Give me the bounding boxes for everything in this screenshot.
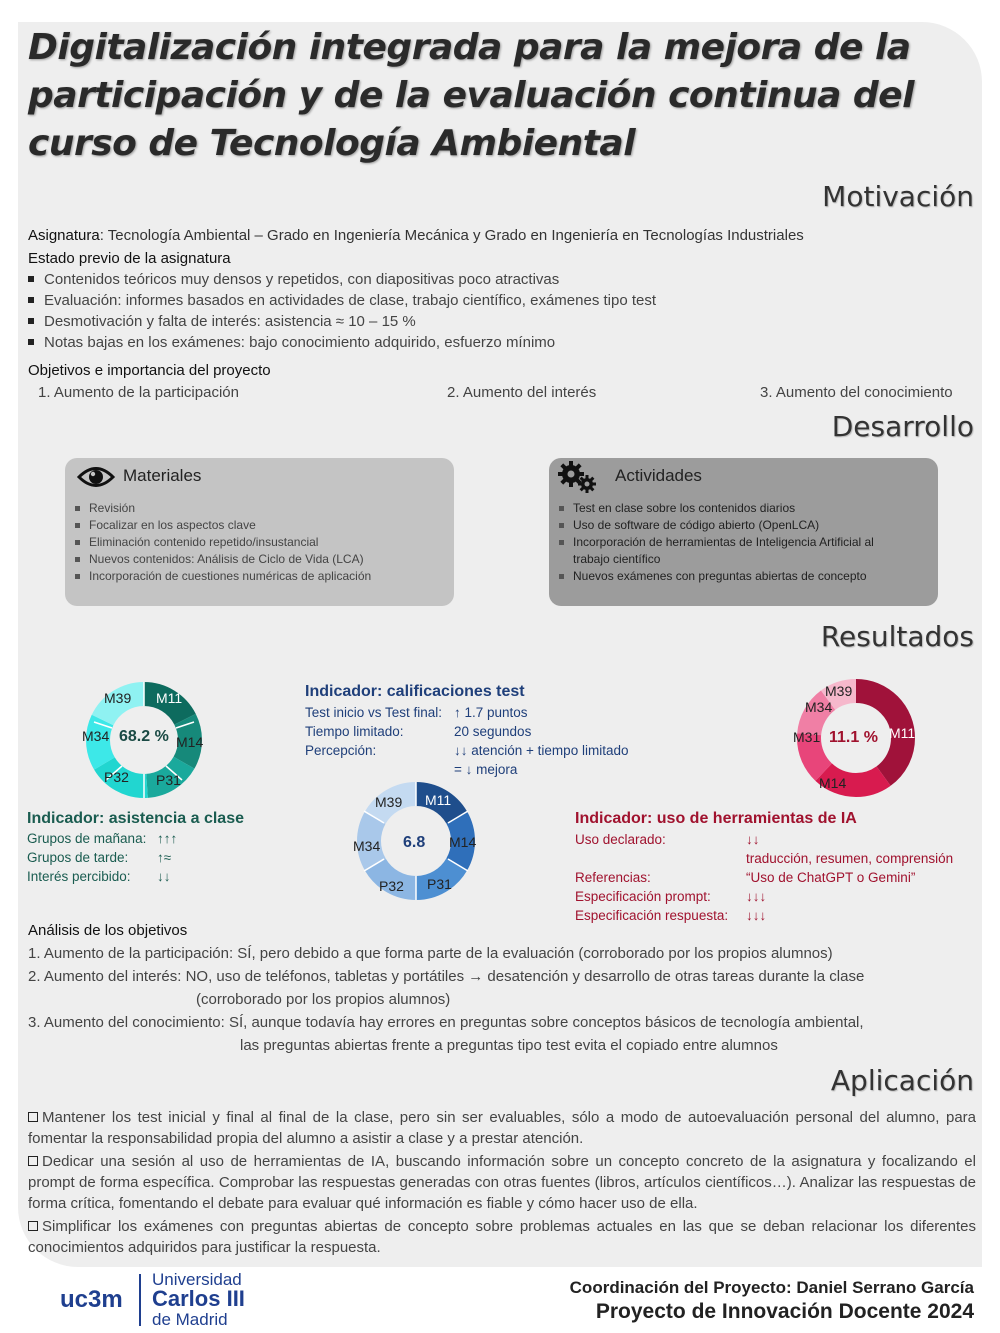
ind-test-title: Indicador: calificaciones test — [305, 683, 525, 700]
list-item: Focalizar en los aspectos clave — [75, 517, 435, 534]
coordinacion: Coordinación del Proyecto: Daniel Serrano García — [569, 1278, 974, 1297]
ind-ia-value: ↓↓ — [746, 832, 760, 847]
ind-test-value: 20 segundos — [454, 724, 532, 739]
ind-test-label: Tiempo limitado: — [305, 724, 404, 739]
section-resultados: Resultados — [820, 620, 974, 653]
ind-asistencia-label: Interés percibido: — [27, 869, 131, 884]
list-item: Nuevos exámenes con preguntas abiertas de concepto — [559, 568, 909, 585]
objetivo-1: 1. Aumento de la participación — [38, 384, 239, 401]
actividades-list — [559, 500, 909, 585]
ind-ia-value: traducción, resumen, comprensión — [746, 851, 954, 866]
logo-line3: de Madrid — [152, 1310, 228, 1329]
ind-ia-value: “Uso de ChatGPT o Gemini” — [746, 870, 916, 885]
list-item: Eliminación contenido repetido/insustancial — [75, 534, 435, 551]
objetivo-3: 3. Aumento del conocimiento — [760, 384, 953, 401]
donut-asistencia-center: 68.2 % — [119, 728, 169, 745]
donut-label: M14 — [819, 775, 847, 791]
ind-asistencia-value: ↑↑↑ — [157, 831, 178, 846]
ind-test-value: ↑ 1.7 puntos — [454, 705, 528, 720]
analisis-line: 1. Aumento de la participación: SÍ, pero debido a que forma parte de la evaluación (corroborado por los propios alumnos) — [28, 945, 833, 962]
donut-label: M11 — [425, 792, 452, 808]
ind-test-value: ↓↓ atención + tiempo limitado — [454, 743, 629, 758]
ind-asistencia-label: Grupos de tarde: — [27, 850, 129, 865]
list-item: Incorporación de cuestiones numéricas de aplicación — [75, 568, 435, 585]
estado-item: Desmotivación y falta de interés: asistencia ≈ 10 – 15 % — [28, 313, 416, 330]
eye-icon — [77, 462, 115, 492]
section-desarrollo: Desarrollo — [831, 410, 974, 443]
analisis-title: Análisis de los objetivos — [28, 922, 188, 939]
donut-ia-center: 11.1 % — [829, 729, 878, 746]
donut-label: P32 — [379, 878, 404, 894]
logo-line2: Carlos III — [152, 1286, 245, 1311]
ind-asistencia-label: Grupos de mañana: — [27, 831, 147, 846]
asignatura-text: : Tecnología Ambiental – Grado en Ingeniería Mecánica y Grado en Ingeniería en Tecnologías Industriales — [99, 227, 804, 244]
section-aplicacion: Aplicación — [830, 1064, 974, 1097]
donut-test — [355, 780, 477, 902]
list-item: Incorporación de herramientas de Inteligencia Artificial al trabajo científico — [559, 534, 909, 568]
materiales-title: Materiales — [123, 466, 202, 485]
ind-ia-label: Uso declarado: — [575, 832, 666, 847]
ind-test-label: Test inicio vs Test final: — [305, 705, 443, 720]
uc3m-logo — [60, 1270, 280, 1330]
donut-label: P32 — [104, 769, 129, 785]
estado-item: Evaluación: informes basados en actividades de clase, trabajo científico, exámenes tipo test — [28, 292, 656, 309]
donut-ia — [795, 677, 917, 799]
donut-label: M14 — [176, 734, 204, 750]
proyecto: Proyecto de Innovación Docente 2024 — [595, 1300, 974, 1323]
poster-title: Digitalización integrada para la mejora de la participación y de la evaluación continua del curso de Tecnología Ambiental — [28, 27, 914, 164]
ind-ia-label: Referencias: — [575, 870, 651, 885]
objetivos-title: Objetivos e importancia del proyecto — [28, 362, 271, 379]
donut-label: M39 — [375, 794, 403, 810]
list-item: Uso de software de código abierto (OpenLCA) — [559, 517, 909, 534]
ind-ia-value: ↓↓↓ — [746, 908, 767, 923]
logo-line1: Universidad — [152, 1270, 242, 1289]
donut-label: M31 — [793, 729, 821, 745]
donut-label: M34 — [353, 838, 381, 854]
checkbox-icon — [28, 1112, 38, 1122]
asignatura-label: Asignatura — [28, 227, 100, 244]
estado-item: Contenidos teóricos muy densos y repetidos, con diapositivas poco atractivas — [28, 271, 559, 288]
aplicacion-item: Dedicar una sesión al uso de herramientas de IA, buscando información sobre un concepto concreto de la asignatura y focalizando el prompt de forma específica. Comprobar las respuestas generadas con otras fuentes (libros, artículos científicos…). Analizar las respuestas de forma crítica, fomentando el debate para evaluar qué información es fiable y cómo hacer uso de ella. — [28, 1153, 976, 1212]
actividades-title: Actividades — [615, 466, 702, 485]
ind-asistencia-title: Indicador: asistencia a clase — [27, 810, 244, 827]
logo-divider — [139, 1274, 141, 1326]
ind-ia-title: Indicador: uso de herramientas de IA — [575, 810, 857, 827]
objetivo-2: 2. Aumento del interés — [447, 384, 597, 401]
list-item: Test en clase sobre los contenidos diarios — [559, 500, 909, 517]
donut-label: M34 — [82, 728, 110, 744]
donut-label: M14 — [449, 834, 477, 850]
analisis-line: las preguntas abiertas frente a preguntas tipo test evita el copiado entre alumnos — [240, 1037, 778, 1054]
list-item: Nuevos contenidos: Análisis de Ciclo de Vida (LCA) — [75, 551, 435, 568]
list-item: Revisión — [75, 500, 435, 517]
ind-ia-value: ↓↓↓ — [746, 889, 767, 904]
analisis-line: 3. Aumento del conocimiento: SÍ, aunque todavía hay errores en preguntas sobre conceptos básicos de tecnología ambiental, — [28, 1014, 864, 1031]
ind-test-label: Percepción: — [305, 743, 377, 758]
gears-icon — [557, 460, 599, 494]
ind-ia-label: Especificación prompt: — [575, 889, 711, 904]
checkbox-icon — [28, 1156, 38, 1166]
ind-ia-label: Especificación respuesta: — [575, 908, 729, 923]
donut-label: P31 — [427, 876, 452, 892]
ind-asistencia-value: ↑≈ — [157, 850, 172, 865]
donut-test-center: 6.8 — [403, 834, 426, 851]
ind-test-value: = ↓ mejora — [454, 762, 518, 777]
donut-label: M34 — [805, 699, 833, 715]
logo-short: uc3m — [60, 1286, 123, 1313]
donut-label: M11 — [889, 725, 916, 741]
analisis-line: (corroborado por los propios alumnos) — [196, 991, 451, 1008]
aplicacion-item: Simplificar los exámenes con preguntas abiertas de concepto sobre problemas actuales en las que se deban relacionar los diferentes conocimientos adquiridos para justificar la respuesta. — [28, 1218, 976, 1256]
analisis-line: 2. Aumento del interés: NO, uso de teléfonos, tabletas y portátiles → desatención y desarrollo de otras tareas durante la clase — [28, 968, 865, 985]
estado-item: Notas bajas en los exámenes: bajo conocimiento adquirido, esfuerzo mínimo — [28, 334, 555, 351]
donut-label: M39 — [825, 683, 853, 699]
materiales-list — [75, 500, 435, 585]
donut-label: M39 — [104, 690, 132, 706]
section-motivacion: Motivación — [822, 180, 974, 213]
materiales-box — [65, 458, 454, 606]
donut-label: P31 — [156, 772, 181, 788]
checkbox-icon — [28, 1221, 38, 1231]
donut-asistencia — [84, 680, 204, 800]
aplicacion-item: Mantener los test inicial y final al final de la clase, pero sin ser evaluables, sólo a modo de autoevaluación personal del alumno, para fomentar la responsabilidad propia del alumno a asistir a clase y a prestar atención. — [28, 1109, 976, 1147]
estado-title: Estado previo de la asignatura — [28, 250, 231, 267]
actividades-box — [549, 458, 938, 606]
ind-asistencia-value: ↓↓ — [157, 869, 171, 884]
donut-label: M11 — [156, 690, 183, 706]
asignatura-line — [28, 227, 804, 244]
